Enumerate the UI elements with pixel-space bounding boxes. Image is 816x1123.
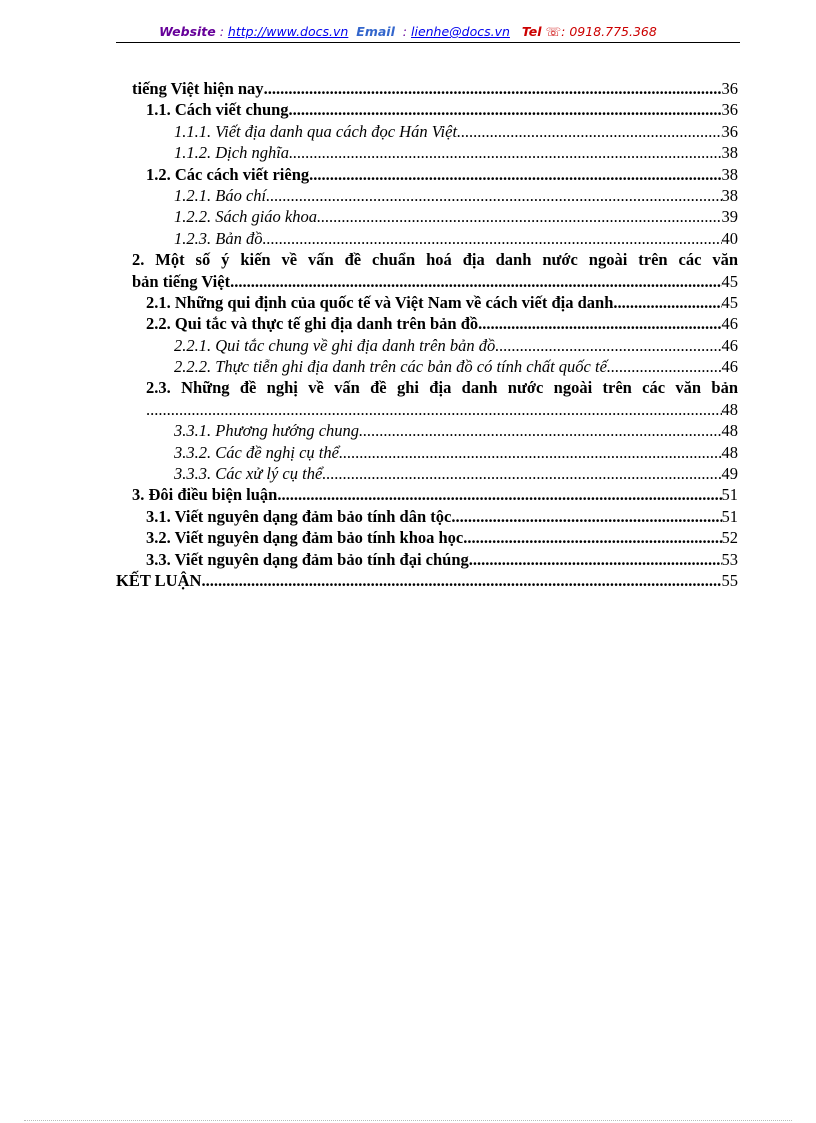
- toc-entry[interactable]: 1.2.3. Bản đồ ..... 40: [116, 228, 738, 249]
- toc-entry[interactable]: 2.2.1. Qui tắc chung về ghi địa danh trên bản đồ ..... 46: [116, 335, 738, 356]
- toc-entry[interactable]: 1.2. Các cách viết riêng ..... 38: [116, 164, 738, 185]
- toc-entry[interactable]: 2.2. Qui tắc và thực tế ghi địa danh trên bản đồ ..... 46: [116, 313, 738, 334]
- toc-entry[interactable]: 3. Đôi điều biện luận ..... 51: [116, 484, 738, 505]
- toc-entry-wrapped[interactable]: 2. Một số ý kiến về vấn đề chuẩn hoá địa danh nước ngoài trên các văn: [132, 250, 738, 270]
- toc-entry[interactable]: 3.3.2. Các đề nghị cụ thể ..... 48: [116, 442, 738, 463]
- toc-entry[interactable]: 3.3.1. Phương hướng chung ..... 48: [116, 420, 738, 441]
- toc-entry[interactable]: KẾT LUẬN ..... 55: [116, 570, 738, 591]
- table-of-contents: [116, 78, 738, 591]
- toc-entry[interactable]: 3.3. Viết nguyên dạng đảm bảo tính đại chúng ..... 53: [116, 549, 738, 570]
- page-header: Website : http://www.docs.vn Email : lienhe@docs.vn Tel ☏: 0918.775.368: [159, 24, 657, 39]
- website-link[interactable]: http://www.docs.vn: [227, 24, 349, 39]
- toc-entry[interactable]: ..... 48: [116, 399, 738, 420]
- toc-entry[interactable]: 1.2.1. Báo chí ..... 38: [116, 185, 738, 206]
- toc-entry[interactable]: 1.1. Cách viết chung ..... 36: [116, 99, 738, 120]
- toc-entry[interactable]: 3.3.3. Các xử lý cụ thể ..... 49: [116, 463, 738, 484]
- website-label: Website: [159, 24, 216, 39]
- toc-entry[interactable]: 3.1. Viết nguyên dạng đảm bảo tính dân tộc ..... 51: [116, 506, 738, 527]
- toc-entry[interactable]: 2.1. Những qui định của quốc tế và Việt Nam về cách viết địa danh ..... 45: [116, 292, 738, 313]
- toc-entry[interactable]: 1.2.2. Sách giáo khoa ..... 39: [116, 206, 738, 227]
- toc-entry-wrapped[interactable]: 2.3. Những đề nghị về vấn đề ghi địa danh nước ngoài trên các văn bản: [146, 378, 738, 398]
- toc-entry[interactable]: tiếng Việt hiện nay ..... 36: [116, 78, 738, 99]
- toc-entry[interactable]: 1.1.1. Viết địa danh qua cách đọc Hán Việt ..... 36: [116, 121, 738, 142]
- toc-entry[interactable]: 1.1.2. Dịch nghĩa ..... 38: [116, 142, 738, 163]
- email-label: Email: [356, 24, 395, 39]
- tel-label: Tel: [521, 24, 542, 39]
- toc-entry[interactable]: 3.2. Viết nguyên dạng đảm bảo tính khoa học ..... 52: [116, 527, 738, 548]
- toc-entry[interactable]: 2.2.2. Thực tiễn ghi địa danh trên các bản đồ có tính chất quốc tế ..... 46: [116, 356, 738, 377]
- email-link[interactable]: lienhe@docs.vn: [411, 24, 510, 39]
- phone-icon: ☏: [545, 24, 562, 39]
- header-divider: [116, 42, 740, 43]
- toc-entry[interactable]: bản tiếng Việt ..... 45: [116, 271, 738, 292]
- tel-value: 0918.775.368: [569, 24, 657, 39]
- footer-divider: [24, 1120, 792, 1121]
